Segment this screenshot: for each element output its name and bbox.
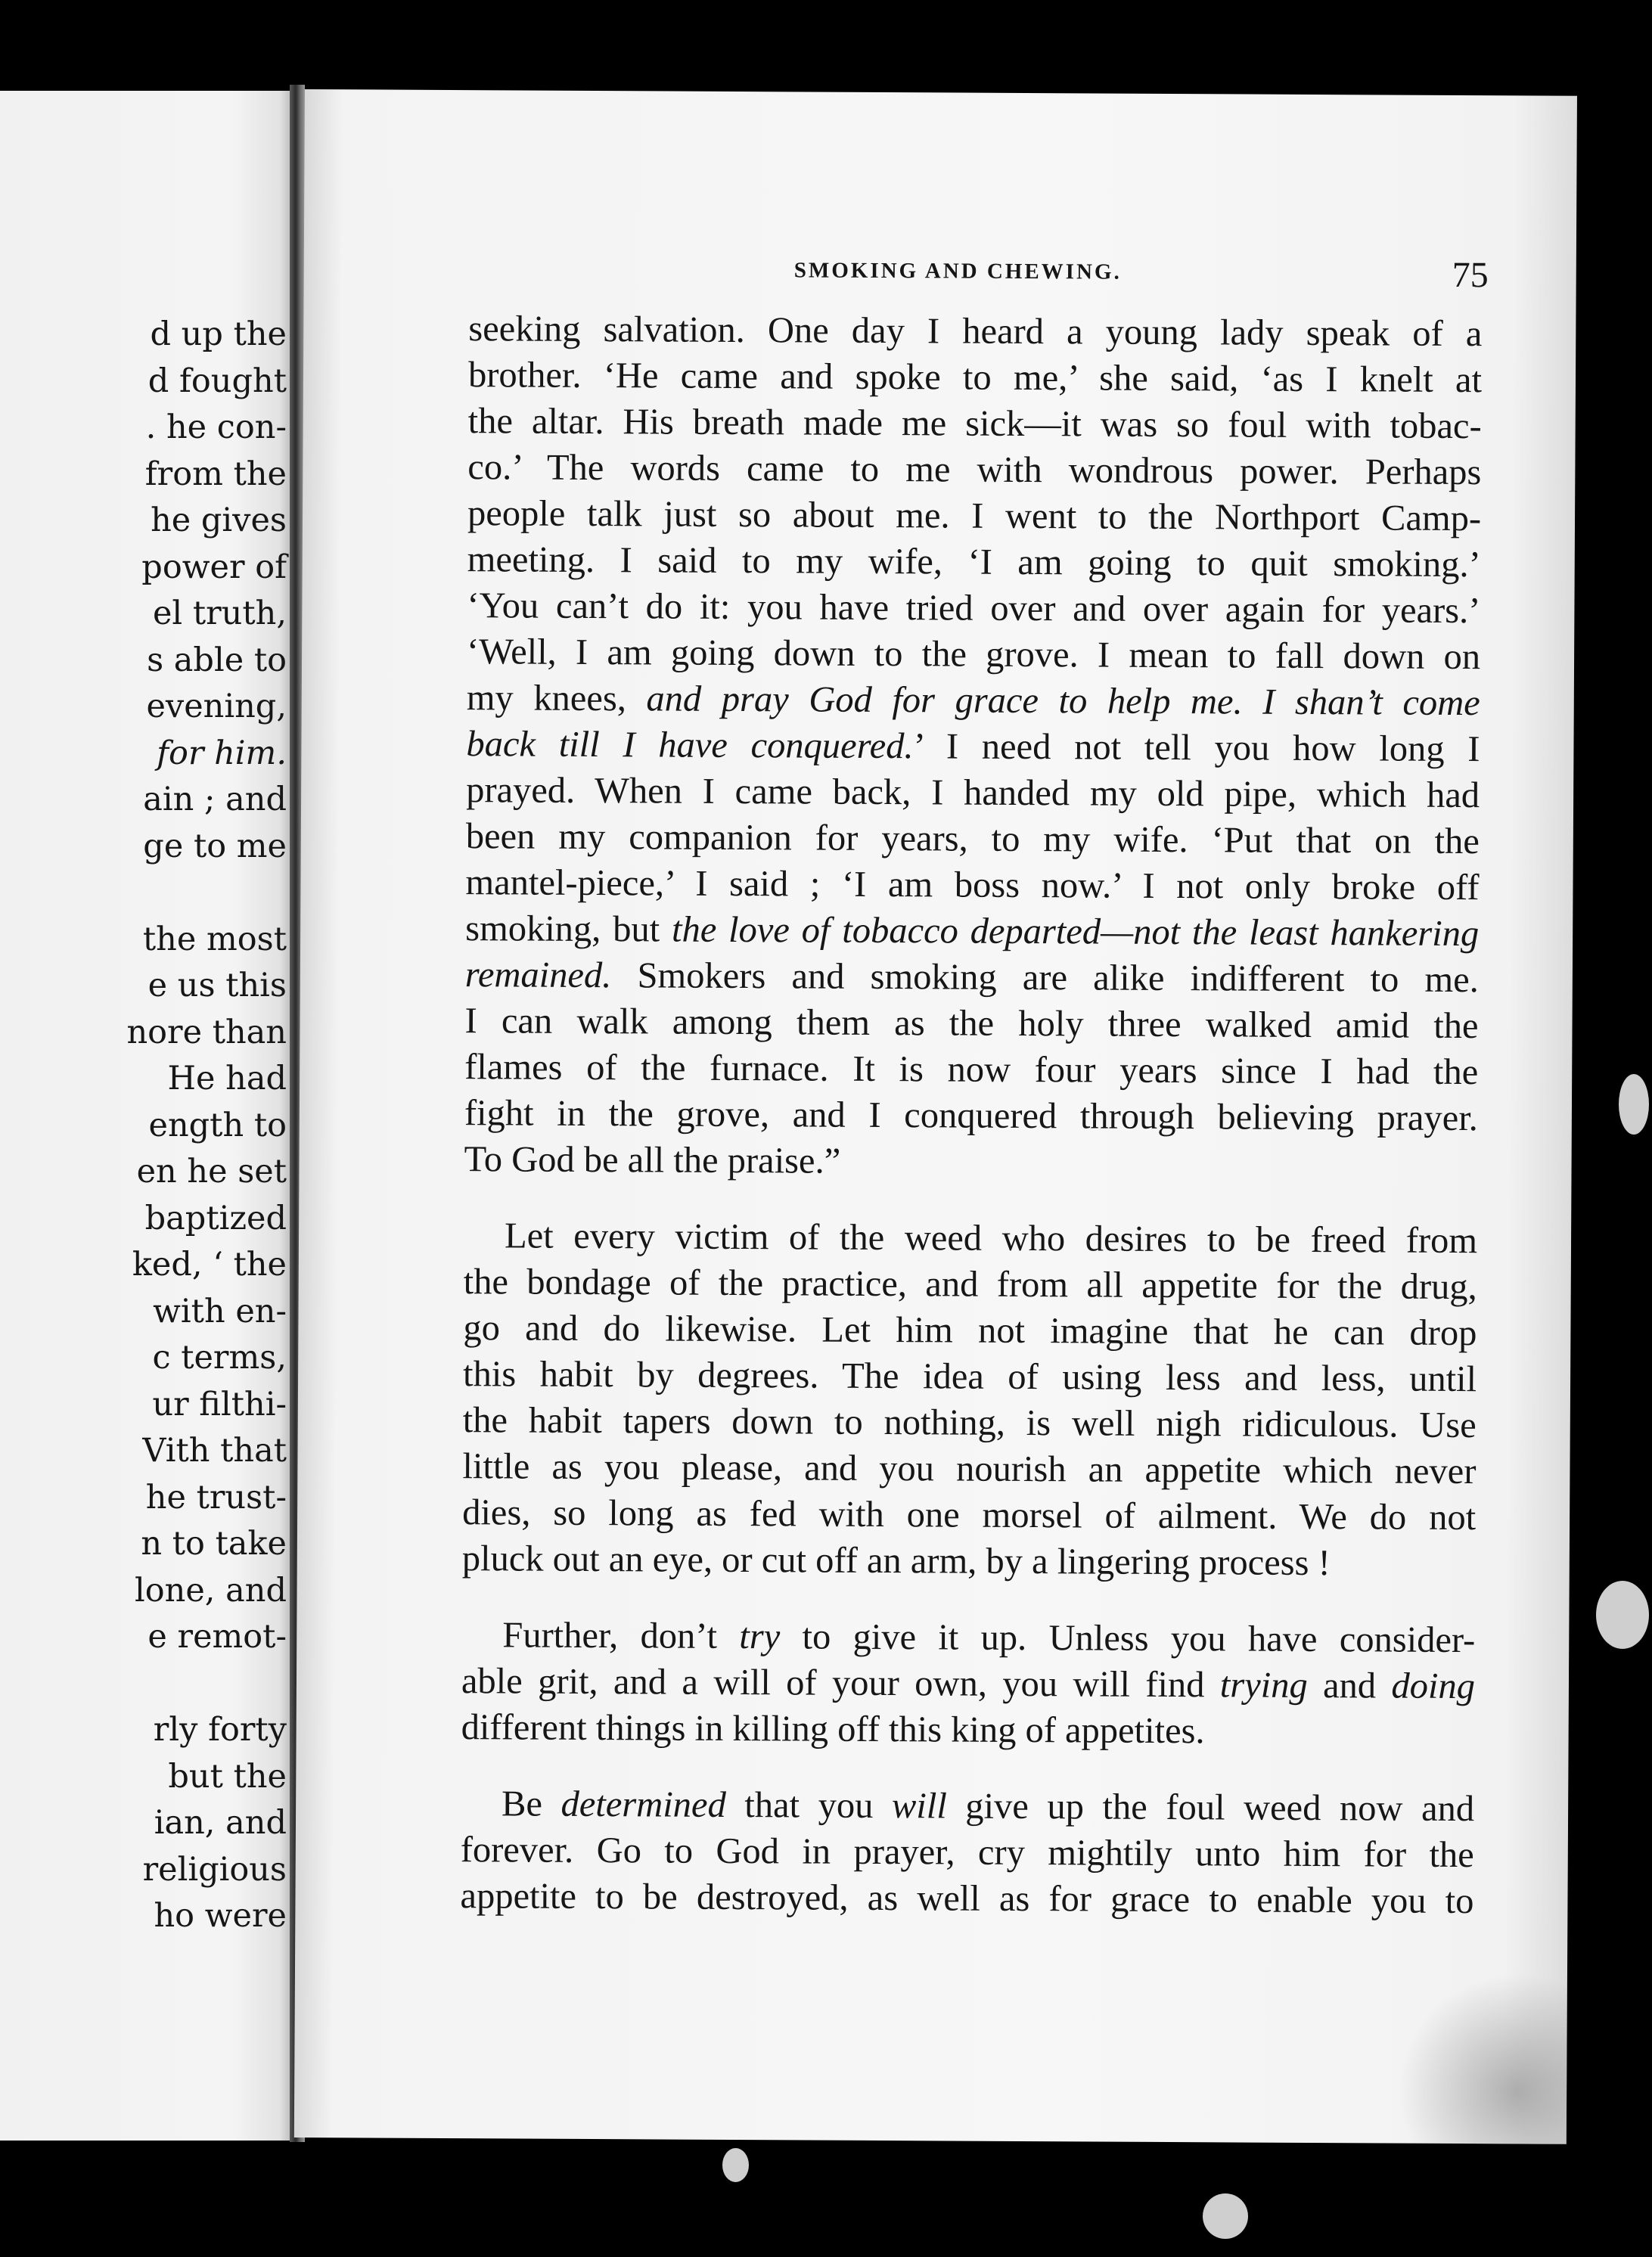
text-line (462, 1443, 1476, 1495)
text-span: brother. ‘He came and spoke to me,’ she said, ‘as I knelt at (467, 355, 1483, 401)
text-span: ‘Well, I am going down to the grove. I mean to fall down on (466, 632, 1481, 678)
italic-text: the love of tobacco departed—not the least hankering (671, 909, 1480, 955)
body-text (460, 306, 1482, 1924)
left-page-line: ge to me (143, 827, 287, 865)
italic-text: try (739, 1616, 781, 1657)
text-line (467, 582, 1480, 634)
text-span: prayed. When I came back, I handed my old pipe, which had (466, 770, 1480, 816)
text-line (467, 490, 1481, 542)
edge-speck (1619, 1074, 1649, 1135)
text-line (468, 398, 1482, 449)
text-span: I can walk among them as the holy three walked amid the (464, 1001, 1479, 1047)
text-span: appetite to be destroyed, as well as for grace to enable you to (460, 1876, 1474, 1922)
left-page-line: d up the (150, 315, 287, 353)
text-line (461, 1780, 1474, 1832)
italic-text: trying (1219, 1665, 1308, 1706)
right-page (294, 89, 1577, 2144)
left-page-line: he trust- (145, 1478, 287, 1517)
text-line (464, 1090, 1478, 1141)
left-page-line: for him. (157, 734, 287, 772)
text-line (464, 1212, 1477, 1264)
page-header (304, 248, 1576, 300)
text-span: To God be all the praise.” (464, 1139, 841, 1181)
text-span: Smokers and smoking are alike indifferent to me. (611, 955, 1479, 1001)
text-line (461, 1704, 1475, 1756)
text-line (460, 1873, 1473, 1924)
text-span: Let every victim of the weed who desires to be freed from (504, 1215, 1478, 1262)
left-page-line: lone, and (135, 1571, 287, 1610)
left-page-line: . he con- (145, 408, 287, 446)
left-page-line: rly forty (153, 1711, 287, 1749)
italic-text: doing (1391, 1666, 1476, 1707)
text-line (466, 721, 1480, 772)
italic-text: back till I have conquered. (466, 724, 914, 767)
edge-speck (722, 2148, 749, 2182)
text-line (461, 1658, 1475, 1709)
left-page-line: e us this (148, 967, 287, 1004)
text-line (461, 1827, 1474, 1878)
text-line (467, 444, 1481, 495)
left-page-line: d fought (148, 362, 287, 400)
left-page-line: power of (141, 548, 287, 586)
text-span: flames of the furnace. It is now four years since I had the (464, 1047, 1479, 1093)
text-span: meeting. I said to my wife, ‘I am going to quit smoking.’ (467, 539, 1481, 585)
left-page-line (0, 1661, 287, 1708)
text-line (464, 1136, 1477, 1187)
text-line (468, 306, 1482, 357)
paragraph-gap (464, 1182, 1477, 1218)
left-page-line (0, 870, 287, 917)
text-line (468, 352, 1482, 403)
text-span: Be (501, 1784, 561, 1824)
text-line (462, 1535, 1476, 1587)
left-page-line: the most (142, 920, 287, 958)
text-span: people talk just so about me. I went to the Northport Camp- (467, 493, 1482, 539)
text-span: fight in the grove, and I conquered through believing prayer. (464, 1093, 1479, 1139)
left-page-line: but the (168, 1757, 287, 1796)
text-span: seeking salvation. One day I heard a young lady speak of a (468, 309, 1483, 355)
left-page-line: evening, (146, 688, 287, 725)
text-span: pluck out an eye, or cut off an arm, by a lingering process ! (461, 1538, 1331, 1584)
text-span: and (1307, 1665, 1392, 1706)
left-page-line: ian, and (154, 1804, 287, 1842)
paragraph-gap (461, 1582, 1475, 1617)
text-span: to give it up. Unless you have consider- (780, 1616, 1476, 1661)
left-page-line: with en- (153, 1292, 287, 1330)
text-line (464, 1259, 1477, 1310)
text-span: the altar. His breath made me sick—it was so foul with tobac- (467, 401, 1482, 447)
text-span: that you (725, 1784, 893, 1827)
text-line (467, 675, 1480, 726)
text-line (464, 998, 1478, 1049)
left-page-line: nore than (126, 1013, 287, 1051)
left-page-line: en he set (136, 1153, 287, 1191)
text-span: the bondage of the practice, and from all appetite for the drug, (463, 1262, 1477, 1308)
text-span: smoking, but (465, 908, 672, 950)
left-page-line: baptized (144, 1199, 287, 1237)
italic-text: determined (560, 1784, 726, 1825)
italic-text: will (891, 1786, 947, 1827)
text-span: the habit tapers down to nothing, is well nigh ridiculous. Use (462, 1400, 1477, 1446)
left-page-line: He had (167, 1060, 287, 1097)
text-span: able grit, and a will of your own, you will find (461, 1661, 1220, 1706)
text-span: my knees, (466, 678, 647, 719)
left-page-line: e remot- (148, 1618, 287, 1656)
text-span: Further, don’t (502, 1615, 740, 1657)
text-span: co.’ The words came to me with wondrous power. Perhaps (467, 447, 1482, 493)
text-span: mantel-piece,’ I said ; ‘I am boss now.’ I not only broke off (465, 862, 1480, 908)
edge-speck (1203, 2193, 1248, 2239)
text-line (462, 1489, 1476, 1541)
left-page-line: ho were (154, 1897, 287, 1935)
left-page-line: n to take (141, 1525, 287, 1563)
left-page-text (0, 312, 287, 1940)
text-span: different things in killing off this king of appetites. (461, 1707, 1205, 1752)
text-line (464, 1044, 1478, 1095)
text-line (463, 1305, 1477, 1356)
edge-speck (1596, 1581, 1649, 1649)
left-page-line: ur filthi- (152, 1385, 287, 1423)
left-page-line: ked, ‘ the (132, 1246, 287, 1284)
text-span: go and do likewise. Let him not imagine that he can drop (463, 1308, 1477, 1354)
italic-text: and pray God for grace to help me. I shan’t come (646, 678, 1480, 724)
text-line (467, 629, 1480, 680)
italic-text: remained. (464, 955, 612, 996)
text-span: ’ I need not tell you how long I (913, 726, 1480, 770)
text-line (465, 859, 1479, 911)
left-page (0, 91, 291, 2141)
text-line (461, 1612, 1475, 1663)
left-page-line: s able to (147, 641, 287, 679)
text-line (467, 536, 1481, 588)
paragraph-gap (461, 1750, 1474, 1786)
text-span: give up the foul weed now and (946, 1786, 1475, 1830)
page-smudge (1400, 1970, 1567, 2144)
text-span: little as you please, and you nourish an appetite which never (462, 1446, 1477, 1492)
text-line (466, 813, 1480, 865)
text-line (465, 952, 1479, 1003)
text-span: ‘You can’t do it: you have tried over and over again for years.’ (467, 585, 1481, 632)
left-page-line: c terms, (152, 1339, 287, 1377)
text-span: this habit by degrees. The idea of using less and less, until (462, 1354, 1477, 1400)
text-span: been my companion for years, to my wife. ‘Put that on the (465, 816, 1480, 862)
left-page-line: ength to (148, 1106, 287, 1144)
left-page-line: el truth, (152, 595, 287, 632)
left-page-line: religious (142, 1850, 287, 1889)
text-span: forever. Go to God in prayer, cry mightily unto him for the (460, 1830, 1474, 1876)
text-line (465, 905, 1479, 957)
left-page-line: he gives (151, 501, 287, 539)
text-line (463, 1397, 1477, 1448)
running-head: SMOKING AND CHEWING. (793, 258, 1122, 284)
left-page-line: Vith that (142, 1432, 287, 1470)
text-line (466, 767, 1480, 818)
left-page-line: from the (144, 455, 287, 493)
text-span: dies, so long as fed with one morsel of ailment. We do not (462, 1492, 1477, 1538)
page-number: 75 (1452, 254, 1489, 296)
left-page-line: ain ; and (143, 781, 287, 818)
text-line (463, 1351, 1477, 1402)
